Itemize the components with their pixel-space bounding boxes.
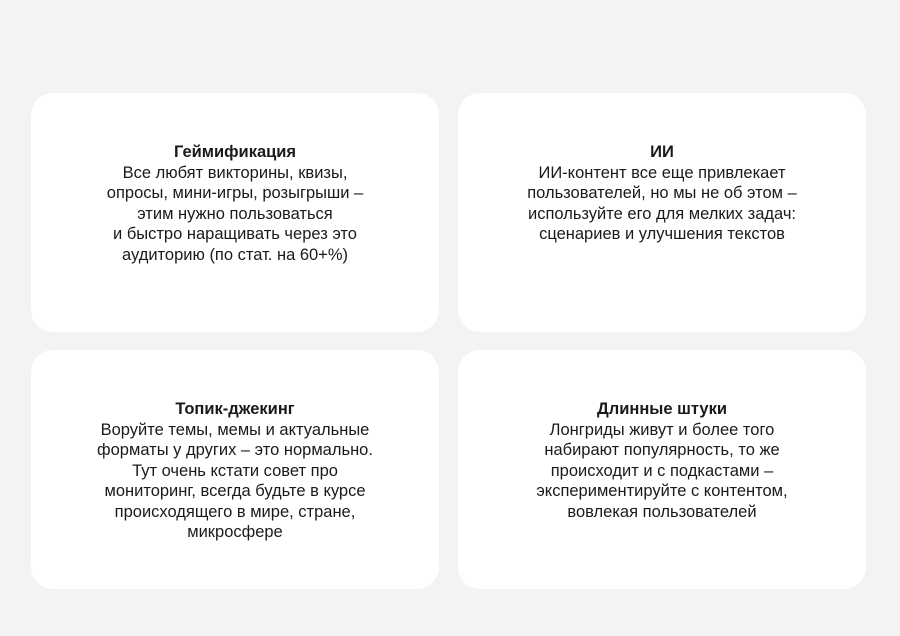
card-title: Геймификация [173,143,297,161]
card-longreads [458,350,866,589]
card-text: Все любят викторины, квизы, опросы, мини-игры, розыгрыши – этим нужно пользоваться и быстро наращивать через это аудиторию (по стат. на 60+%) [106,163,364,264]
card-content [458,399,866,522]
card-content [31,142,439,265]
card-topic-jacking [31,350,439,589]
card-content [31,399,439,543]
card-text: Лонгриды живут и более того набирают популярность, то же происходит и с подкастами – экспериментируйте с контентом, вовлекая пользователей [536,420,788,521]
card-title: ИИ [650,143,674,161]
card-title: Длинные штуки [597,400,727,418]
card-text: ИИ-контент все еще привлекает пользователей, но мы не об этом – используйте его для мелких задач: сценариев и улучшения текстов [527,163,797,243]
card-title: Топик-джекинг [175,400,295,418]
card-text: Воруйте темы, мемы и актуальные форматы у других – это нормально. Тут очень кстати совет про мониторинг, всегда будьте в курсе происходящего в мире, стране, микросфере [97,420,373,541]
card-gamification [31,93,439,332]
card-ai [458,93,866,332]
card-content [458,142,866,245]
